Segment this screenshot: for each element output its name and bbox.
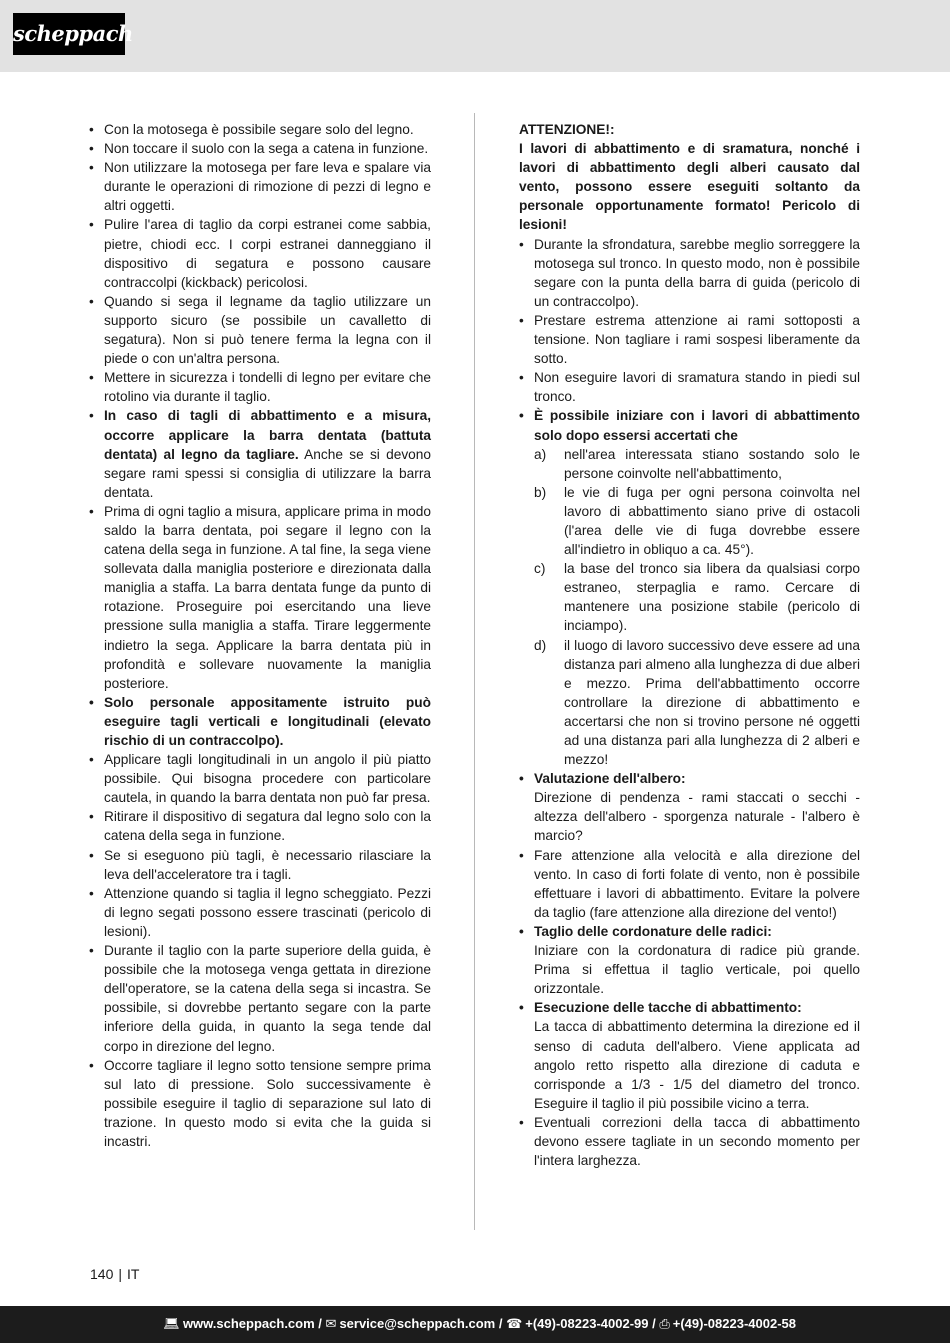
felling-start-heading: • È possibile iniziare con i lavori di abbattimento solo dopo essersi accertati che xyxy=(519,406,860,444)
fax-number: +(49)-08223-4002-58 xyxy=(672,1316,796,1331)
list-item: • Prestare estrema attenzione ai rami sottoposti a tensione. Non tagliare i rami sospesi liberamente da sotto. xyxy=(519,311,860,368)
page-footer xyxy=(0,1306,950,1343)
condition-text: le vie di fuga per ogni persona coinvolta nel lavoro di abbattimento siano prive di ostacoli (l'area delle vie di fuga dovrebbe essere all'indietro in obliquo a ca. 45°). xyxy=(564,484,860,558)
bold-text: In caso di tagli di abbattimento e a misura, occorre applicare la barra dentata (battuta dentata) al legno da tagliare. xyxy=(104,408,431,462)
list-item: • Attenzione quando si taglia il legno scheggiato. Pezzi di legno segati possono essere trascinati (pericolo di lesioni). xyxy=(89,884,431,941)
list-item: • Non utilizzare la motosega per fare leva e spalare via durante le operazioni di rimozione di pezzi di legno e altri oggetti. xyxy=(89,158,431,215)
list-item: • Mettere in sicurezza i tondelli di legno per evitare che rotolino via durante il taglio. xyxy=(89,368,431,406)
condition-text: la base del tronco sia libera da qualsiasi corpo estraneo, sterpaglia e ramo. Cercare di mantenere una posizione stabile (pericolo di inciampo). xyxy=(564,561,860,634)
email-link[interactable]: service@scheppach.com xyxy=(339,1316,496,1331)
list-item: • Non eseguire lavori di sramatura stando in piedi sul tronco. xyxy=(519,368,860,406)
separator: / xyxy=(318,1316,326,1331)
condition-letter: b) xyxy=(534,484,547,500)
condition-item xyxy=(534,559,860,635)
fax-icon: ⎙ xyxy=(659,1316,670,1331)
column-divider xyxy=(474,113,475,1230)
conditions-list xyxy=(519,445,860,770)
website-link[interactable]: www.scheppach.com xyxy=(182,1316,315,1331)
roots-heading: • Taglio delle cordonature delle radici: xyxy=(519,922,860,941)
condition-text: il luogo di lavoro successivo deve essere ad una distanza pari almeno alla lunghezza di due alberi e mezzo. Prima dell'abbattimento occorre controllare la direzione di abbattimento e accertarsi che non si trovino persone né oggetti ad una distanza pari alla lunghezza di 2 alberi e mezzo! xyxy=(564,637,860,768)
contact-line xyxy=(163,1316,796,1332)
page-separator: | xyxy=(118,1266,122,1282)
computer-icon: 💻︎ xyxy=(163,1316,180,1331)
condition-item xyxy=(534,483,860,559)
page-number-label xyxy=(90,1266,139,1282)
tree-eval-heading: • Valutazione dell'albero: xyxy=(519,769,860,788)
notch-heading: • Esecuzione delle tacche di abbattimento: xyxy=(519,998,860,1017)
list-item: • Pulire l'area di taglio da corpi estranei come sabbia, pietre, chiodi ecc. I corpi estranei danneggiano il dispositivo di segatura e possono causare contraccolpi (kickback) pericolosi. xyxy=(89,215,431,291)
list-item: • Applicare tagli longitudinali in un angolo il più piatto possibile. Qui bisogna procedere con particolare cautela, in quando la barra dentata non può far presa. xyxy=(89,750,431,807)
warning-title: ATTENZIONE!: xyxy=(519,122,615,137)
left-column xyxy=(89,120,431,1151)
separator: / xyxy=(498,1316,507,1331)
roots-text: Iniziare con la cordonatura di radice più grande. Prima si effettua il taglio verticale, poi quello orizzontale. xyxy=(534,943,860,997)
list-item: • Non toccare il suolo con la sega a catena in funzione. xyxy=(89,139,431,158)
brand-logo: scheppach xyxy=(13,13,125,55)
notch-text: La tacca di abbattimento determina la direzione ed il senso di caduta dell'albero. Viene applicata ad angolo retto rispetto alla direzione di caduta e corrisponde a 1/3 - 1/5 del diametro del tronco. Eseguire il taglio il più possibile vicino a terra. xyxy=(534,1019,860,1111)
phone-number: +(49)-08223-4002-99 xyxy=(525,1316,649,1331)
list-item: • Eventuali correzioni della tacca di abbattimento devono essere tagliate in un secondo momento per l'intera larghezza. xyxy=(519,1113,860,1170)
mail-icon: ✉︎ xyxy=(325,1316,337,1331)
phone-icon: ☎︎ xyxy=(506,1316,523,1331)
language-code: IT xyxy=(127,1266,140,1282)
tree-eval-text: Direzione di pendenza - rami staccati o secchi - altezza dell'albero - sporgenza naturale - l'albero è marcio? xyxy=(534,790,860,844)
list-item: • Durante il taglio con la parte superiore della guida, è possibile che la motosega venga gettata in direzione dell'operatore, se la catena della sega si incastra. Se possibile, si dovrebbe pertanto segare con la parte inferiore della guida, in quanto la sega tende dal corpo in direzione del legno. xyxy=(89,941,431,1056)
list-item: • Prima di ogni taglio a misura, applicare prima in modo saldo la barra dentata, poi segare il legno con la catena della sega in funzione. A tal fine, la sega viene sollevata dalla maniglia posteriore e direzionata dalla maniglia a staffa. La barra dentata funge da punto di rotazione. Proseguire poi esercitando una lieve pressione sulla maniglia a staffa. Tirare leggermente indietro la sega. Applicare la barra dentata più in profondità e sollevare nuovamente la maniglia posteriore. xyxy=(89,502,431,693)
condition-letter: a) xyxy=(534,446,547,462)
list-item: • Con la motosega è possibile segare solo del legno. xyxy=(89,120,431,139)
condition-letter: d) xyxy=(534,637,547,653)
list-item: • Durante la sfrondatura, sarebbe meglio sorreggere la motosega sul tronco. In questo modo, non è possibile segare con la punta della barra di guida (pericolo di un contraccolpo). xyxy=(519,235,860,311)
list-item: • Se si eseguono più tagli, è necessario rilasciare la leva dell'acceleratore tra i tagli. xyxy=(89,846,431,884)
condition-item xyxy=(534,636,860,770)
list-item-toothed-bar xyxy=(89,406,431,501)
normal-text: Anche se si devono segare rami spessi si consiglia di utilizzare la barra dentata. xyxy=(104,446,431,500)
condition-letter: c) xyxy=(534,561,546,577)
list-item: • Ritirare il dispositivo di segatura dal legno solo con la catena della sega in funzione. xyxy=(89,807,431,845)
condition-text: nell'area interessata stiano sostando solo le persone coinvolte nell'abbattimento, xyxy=(564,446,860,481)
list-item: • Quando si sega il legname da taglio utilizzare un supporto sicuro (se possibile un cavalletto di segatura). Non si può tenere ferma la legna con il piede o con un'altra persona. xyxy=(89,292,431,368)
list-item: • Fare attenzione alla velocità e alla direzione del vento. In caso di forti folate di vento, non è possibile effettuare i lavori di abbattimento. Evitare la polvere da taglio (fare attenzione alla direzione del vento!) xyxy=(519,846,860,922)
list-item: • Occorre tagliare il legno sotto tensione sempre prima sul lato di pressione. Solo successivamente è possibile eseguire il taglio di separazione sul lato di trazione. In questo modo si evita che la guida si incastri. xyxy=(89,1056,431,1151)
page-header xyxy=(0,0,950,72)
page-number: 140 xyxy=(90,1266,114,1282)
warning-text: I lavori di abbattimento e di sramatura, nonché i lavori di abbattimento degli alberi causato dal vento, possono essere eseguiti soltanto da personale opportunamente formato! Pericolo di lesioni! xyxy=(519,141,860,233)
condition-item xyxy=(534,445,860,483)
separator: / xyxy=(652,1316,660,1331)
list-item-warning: • Solo personale appositamente istruito può eseguire tagli verticali e longitudinali (elevato rischio di un contraccolpo). xyxy=(89,693,431,750)
right-column xyxy=(519,120,860,1170)
